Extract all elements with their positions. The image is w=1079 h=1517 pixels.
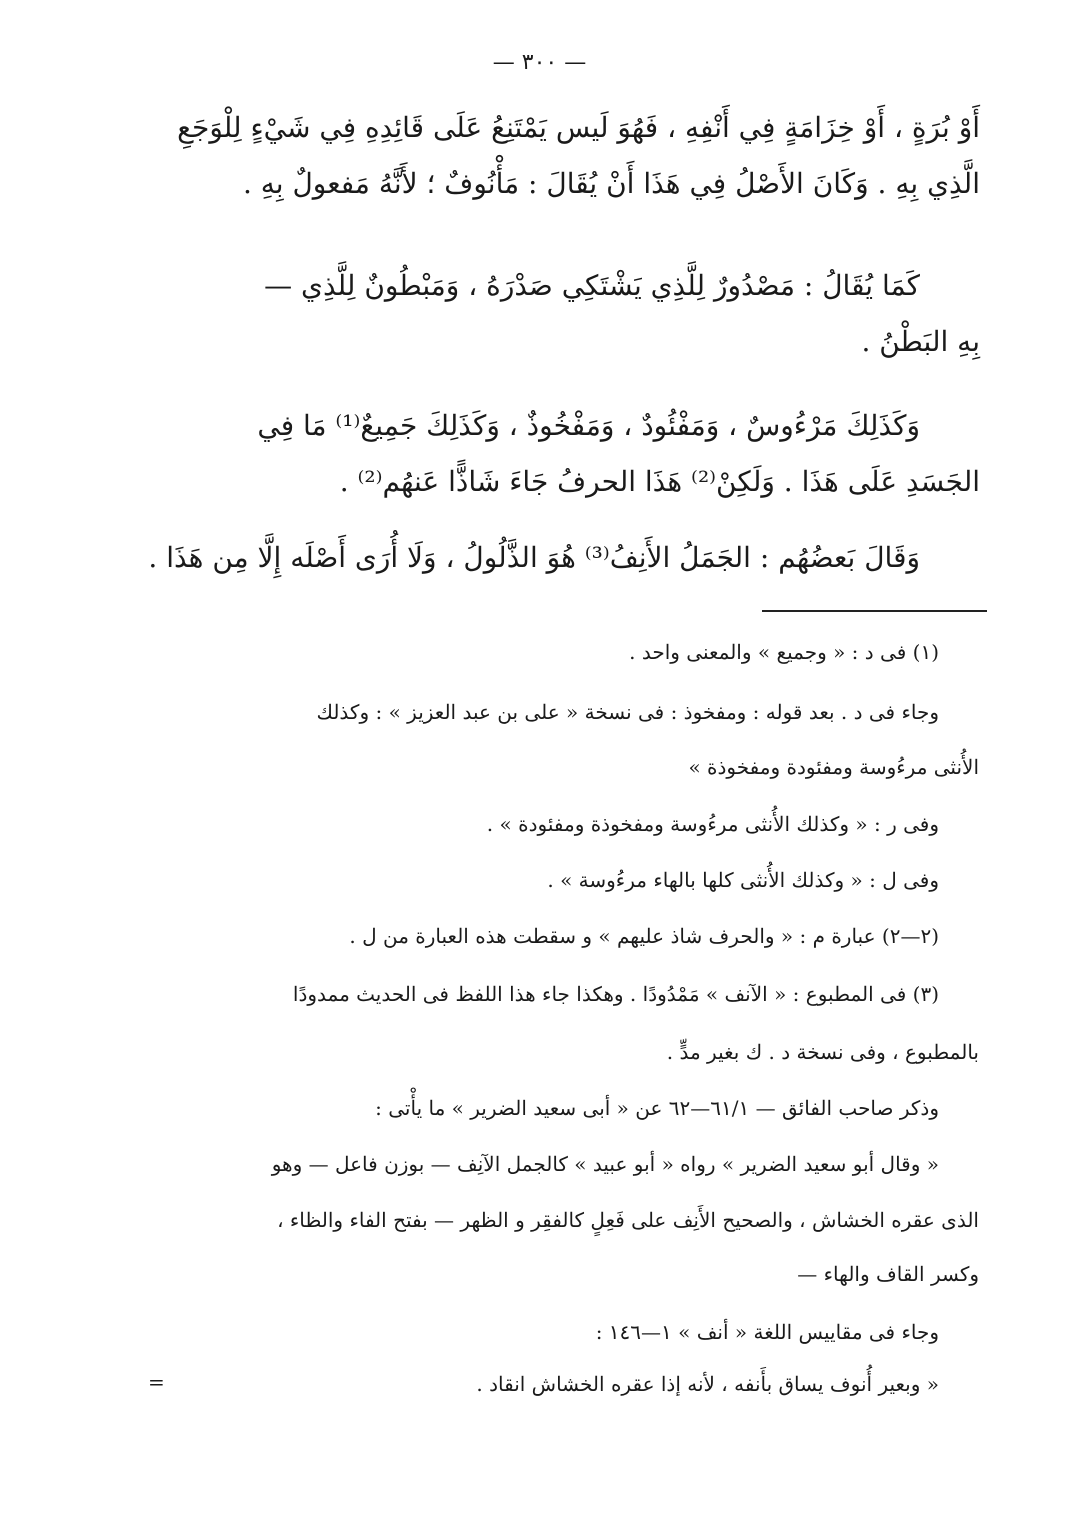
footnote-line: وفى ر : « وكذلك الأُنثى مرءُوسة ومفخوذة ومفئودة » . (486, 812, 939, 836)
text-line: وَكَذَلِكَ مَرْءُوسٌ ، وَمَفْئُودٌ ، وَمَفْخُوذٌ ، وَكَذَلِكَ جَمِيعٌ⁽¹⁾ مَا فِي (257, 409, 920, 442)
footnote-line: « وقال أبو سعيد الضرير » رواه « أبو عبيد » كالجمل الآنِف — بوزن فاعل — وهو (271, 1152, 939, 1176)
text-line: بِهِ البَطْنُ . (861, 325, 980, 358)
text-line: كَمَا يُقَالُ : مَصْدُورٌ لِلَّذِي يَشْتَكِي صَدْرَهُ ، وَمَبْطُونٌ لِلَّذِي — (264, 269, 920, 302)
footnote-line: الأُنثى مرءُوسة ومفئودة ومفخوذة » (688, 755, 979, 779)
footnote-line: الذى عقره الخشاش ، والصحيح الأَنِف على فَعِلٍ كالفقِر و الظهر — بفتح الفاء والظاء ، (277, 1208, 979, 1232)
footnote-line: وفى ل : « وكذلك الأُنثى كلها بالهاء مرءُوسة » . (547, 868, 939, 892)
footnote-line: (٣) فى المطبوع : « الآنف » مَمْدُودًا . وهكذا جاء هذا اللفظ فى الحديث ممدودًا (292, 982, 939, 1006)
footnote-line: (١) فى د : « وجميع » والمعنى واحد . (629, 640, 939, 664)
footnote-line: (٢—٢) عبارة م : « والحرف شاذ عليهم » و سقطت هذه العبارة من ل . (349, 924, 939, 948)
footnote-line: « وبعير أُنوف يساق بأَنفه ، لأنه إذا عقره الخشاش انقاد . (476, 1372, 939, 1396)
footnote-line: بالمطبوع ، وفى نسخة د . ك بغير مدٍّ . (666, 1040, 979, 1064)
text-line: أَوْ بُرَةٍ ، أَوْ خِزَامَةٍ فِي أَنْفِهِ ، فَهُوَ لَيس يَمْتَنِعُ عَلَى قَائِدِهِ فِي شَيْءٍ لِلْوَجَعِ (177, 111, 980, 144)
footnote-line: وجاء فى مقاييس اللغة « أنف » ١—١٤٦ : (595, 1320, 939, 1344)
footnote-line: وجاء فى د . بعد قوله : ومفخوذ : فى نسخة « على بن عبد العزيز » : وكذلك (316, 700, 939, 724)
text-line: الجَسَدِ عَلَى هَذَا . وَلَكِنْ⁽²⁾ هَذَا الحرفُ جَاءَ شَاذًّا عَنهُم⁽²⁾ . (339, 465, 980, 498)
text-line: الَّذِي بِهِ . وَكَانَ الأَصْلُ فِي هَذَا أَنْ يُقَالَ : مَأْنُوفٌ ؛ لأَنَّهُ مَفعولٌ بِهِ . (242, 167, 980, 200)
footnote-line: وذكر صاحب الفائق — ٦١/١—٦٢ عن « أبى سعيد الضرير » ما يأْتى : (375, 1096, 939, 1120)
footnote-line: وكسر القاف والهاء — (797, 1262, 979, 1286)
page-number: — ٣٠٠ — (492, 50, 587, 75)
margin-mark: = (148, 1370, 165, 1394)
text-line: وَقَالَ بَعضُهُم : الجَمَلُ الأَنِفُ⁽³⁾ هُوَ الذَّلُولُ ، وَلَا أُرَى أَصْلَه إِلَّا مِن هَذَا . (148, 541, 920, 574)
